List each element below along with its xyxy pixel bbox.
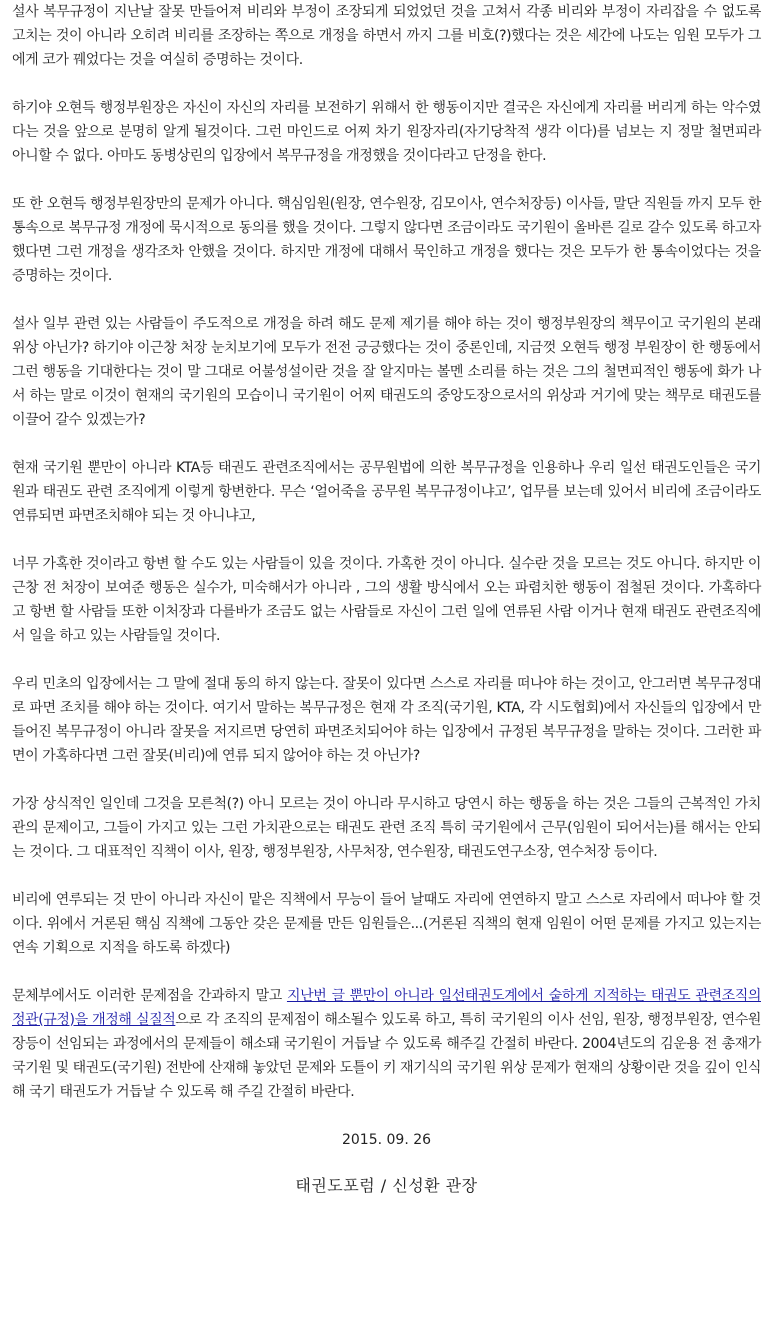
article-date: 2015. 09. 26	[341, 1132, 432, 1148]
paragraph-1: 설사 복무규정이 지난날 잘못 만들어져 비리와 부정이 조장되게 되었었던 것을 고쳐서 각종 비리와 부정이 자리잡을 수 없도록 고치는 것이 아니라 오히려 비리를 조장하는 쪽으로 개정을 하면서 까지 그를 비호(?)했다는 것은 세간에 나도는 임원 모두가 그에게 코가 꿰었다는 것을 여실히 증명하는 것이다.	[12, 4, 761, 68]
paragraph-9: 비리에 연루되는 것 만이 아니라 자신이 맡은 직책에서 무능이 들어 날때도 자리에 연연하지 말고 스스로 자리에서 떠나야 할 것이다. 위에서 거론된 핵심 직책에 그동안 갖은 문제를 만든 임원들은...(거론된 직책의 현재 임원이 어떤 문제를 가지고 있는지는 연속 기획으로 지적을 하도록 하겠다)	[12, 892, 761, 956]
paragraph-10-lead: 문체부에서도 이러한 문제점을 간과하지 말고	[12, 988, 287, 1004]
article-link[interactable]: 지난번 글 뿐만이 아니라 일선태권도계에서 숱하게 지적하는 태권도 관련조직의 정관(규정)을 개정해 실질적	[12, 988, 761, 1028]
paragraph-2: 하기야 오현득 행정부원장은 자신이 자신의 자리를 보전하기 위해서 한 행동이지만 결국은 자신에게 자리를 버리게 하는 악수였다는 것을 앞으로 분명히 알게 될것이다. 그런 마인드로 어찌 차기 원장자리(자기당착적 생각 이다)를 넘보는 지 정말 철면피라 아니할 수 없다. 아마도 동병상린의 입장에서 복무규정을 개정했을 것이다라고 단정을 한다.	[12, 100, 761, 164]
paragraph-8: 가장 상식적인 일인데 그것을 모른척(?) 아니 모르는 것이 아니라 무시하고 당연시 하는 행동을 하는 것은 그들의 근복적인 가치관의 문제이고, 그들이 가지고 있는 그런 가치관으로는 태권도 관련 조직 특히 국기원에서 근무(임원이 되어서는)를 해서는 안되는 것이다. 그 대표적인 직책이 이사, 원장, 행정부원장, 사무처장, 연수원장, 태권도연구소장, 연수처장 등이다.	[12, 796, 761, 860]
paragraph-10	[12, 984, 761, 1104]
paragraph-5: 현재 국기원 뿐만이 아니라 KTA등 태권도 관련조직에서는 공무원법에 의한 복무규정을 인용하나 우리 일선 태권도인들은 국기원과 태권도 관련 조직에게 이렇게 항변한다. 무슨 ‘얼어죽을 공무원 복무규정이냐고’, 업무를 보는데 있어서 비리에 조금이라도 연류되면 파면조치해야 되는 것 아니냐고,	[12, 460, 761, 524]
paragraph-10-rest: 으로 각 조직의 문제점이 해소될수 있도록 하고, 특히 국기원의 이사 선임, 원장, 행정부원장, 연수원장등이 선임되는 과정에서의 문제들이 해소돼 국기원이 거듭날 수 있도록 해주길 간절히 바란다. 2004년도의 김운용 전 총재가 국기원 및 태권도(국기원) 전반에 산재해 놓았던 문제와 도틀이 키 재기식의 국기원 위상 문제가 현재의 상황이란 것을 깊이 인식해 국기 태권도가 거듭날 수 있도록 해 주길 간절히 바란다.	[12, 1012, 762, 1100]
author-signature: 태권도포럼 / 신성환 관장	[295, 1176, 478, 1195]
paragraph-6: 너무 가혹한 것이라고 항변 할 수도 있는 사람들이 있을 것이다. 가혹한 것이 아니다. 실수란 것을 모르는 것도 아니다. 하지만 이근창 전 처장이 보여준 행동은 실수가, 미숙해서가 아니라 , 그의 생활 방식에서 오는 파렴치한 행동이 점철된 것이다. 가혹하다고 항변 할 사람들 또한 이처장과 다를바가 조금도 없는 사람들로 자신이 그런 일에 연류된 사람 이거나 현재 태권도 관련조직에서 일을 하고 있는 사람들일 것이다.	[12, 556, 761, 644]
paragraph-4: 설사 일부 관련 있는 사람들이 주도적으로 개정을 하려 해도 문제 제기를 해야 하는 것이 행정부원장의 책무이고 국기원의 본래 위상 아닌가? 하기야 이근창 처장 눈치보기에 모두가 전전 긍긍했다는 것이 중론인데, 지금껏 오현득 행정 부원장이 한 행동에서 그런 행동을 기대한다는 것이 말 그대로 어불성설이란 것을 잘 알지마는 볼멘 소리를 하는 것은 그의 철면피적인 행동에 화가 나서 하는 말로 이것이 현재의 국기원의 모습이니 국기원이 어찌 태권도의 중앙도장으로서의 위상과 거기에 맞는 책무로 태권도를 이끌어 갈수 있겠는가?	[12, 316, 761, 428]
paragraph-3: 또 한 오현득 행정부원장만의 문제가 아니다. 핵심임원(원장, 연수원장, 김모이사, 연수처장등) 이사들, 말단 직원들 까지 모두 한통속으로 복무규정 개정에 묵시적으로 동의를 했을 것이다. 그렇지 않다면 조금이라도 국기원이 올바른 길로 갈수 있도록 하고자 했다면 그런 개정을 생각조차 안했을 것이다. 하지만 개정에 대해서 묵인하고 개정을 했다는 것은 모두가 한 통속이었다는 것을 증명하는 것이다.	[12, 196, 761, 284]
paragraph-7: 우리 민초의 입장에서는 그 말에 절대 동의 하지 않는다. 잘못이 있다면 스스로 자리를 떠나야 하는 것이고, 안그러면 복무규정대로 파면 조치를 해야 하는 것이다. 여기서 말하는 복무규정은 현재 각 조직(국기원, KTA, 각 시도협회)에서 자신들의 입장에서 만들어진 복무규정이 아니라 잘못을 저지르면 당연히 파면조치되어야 하는 입장에서 규정된 복무규정을 말하는 것이다. 그러한 파면이 가혹하다면 그런 잘못(비리)에 연류 되지 않어야 하는 것 아닌가?	[12, 676, 761, 764]
